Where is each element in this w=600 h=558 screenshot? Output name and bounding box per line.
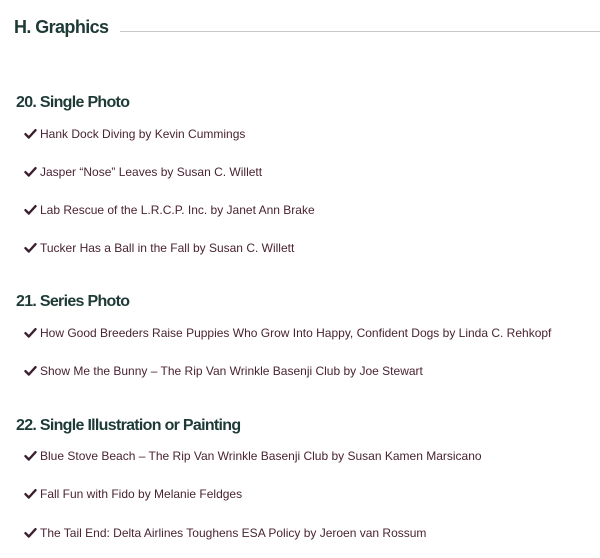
entry-text: The Tail End: Delta Airlines Toughens ESA Policy by Jeroen van Rossum — [40, 526, 427, 540]
section-divider — [120, 31, 600, 32]
list-item — [24, 363, 423, 379]
check-icon — [24, 128, 37, 140]
check-icon — [24, 527, 37, 539]
list-item — [24, 126, 245, 142]
list-item — [24, 486, 242, 502]
category-title: 20. Single Photo — [16, 94, 130, 111]
section-title: H. Graphics — [14, 17, 109, 38]
entry-text: How Good Breeders Raise Puppies Who Grow Into Happy, Confident Dogs by Linda C. Rehkopf — [40, 326, 552, 340]
category-single-illustration — [16, 416, 596, 436]
check-icon — [24, 204, 37, 216]
list-item — [24, 240, 294, 256]
entry-text: Show Me the Bunny – The Rip Van Wrinkle Basenji Club by Joe Stewart — [40, 364, 423, 378]
entry-text: Blue Stove Beach – The Rip Van Wrinkle Basenji Club by Susan Kamen Marsicano — [40, 449, 482, 463]
category-title: 21. Series Photo — [16, 293, 130, 310]
check-icon — [24, 450, 37, 462]
check-icon — [24, 327, 37, 339]
category-single-photo — [16, 93, 596, 113]
entry-text: Jasper “Nose” Leaves by Susan C. Willett — [40, 165, 263, 179]
check-icon — [24, 488, 37, 500]
list-item — [24, 202, 315, 218]
category-series-photo — [16, 292, 596, 312]
entry-text: Fall Fun with Fido by Melanie Feldges — [40, 487, 243, 501]
list-item — [24, 448, 482, 464]
list-item — [24, 164, 262, 180]
list-item — [24, 525, 426, 541]
entry-text: Lab Rescue of the L.R.C.P. Inc. by Janet Ann Brake — [40, 203, 315, 217]
entry-text: Tucker Has a Ball in the Fall by Susan C. Willett — [40, 241, 295, 255]
check-icon — [24, 166, 37, 178]
check-icon — [24, 242, 37, 254]
category-title: 22. Single Illustration or Painting — [16, 417, 241, 434]
check-icon — [24, 365, 37, 377]
section-header — [14, 5, 600, 38]
list-item — [24, 325, 551, 341]
entry-text: Hank Dock Diving by Kevin Cummings — [40, 127, 246, 141]
